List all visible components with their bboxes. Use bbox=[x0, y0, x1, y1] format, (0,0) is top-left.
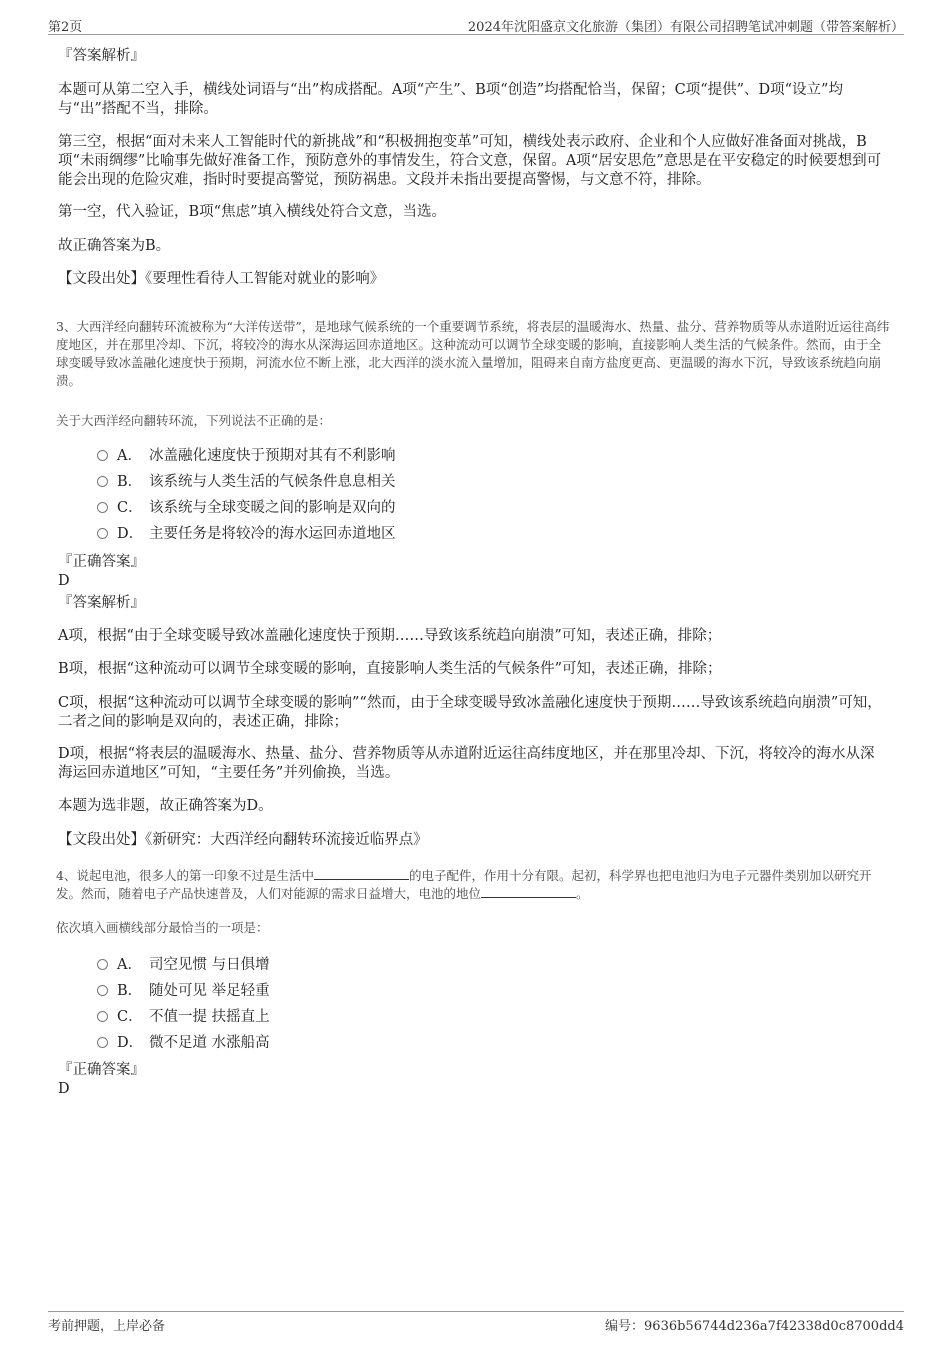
analysis-paragraph: 本题为选非题，故正确答案为D。 bbox=[58, 798, 273, 814]
radio-button[interactable] bbox=[97, 476, 108, 487]
source-citation: 【文段出处】《新研究：大西洋经向翻转环流接近临界点》 bbox=[58, 832, 428, 848]
fill-blank bbox=[314, 867, 409, 880]
answer-value: D bbox=[58, 573, 70, 589]
radio-button[interactable] bbox=[97, 1037, 108, 1048]
radio-button[interactable] bbox=[97, 985, 108, 996]
radio-button[interactable] bbox=[97, 1011, 108, 1022]
analysis-label: 『答案解析』 bbox=[58, 595, 145, 611]
option-letter: B． bbox=[117, 983, 143, 999]
option-b[interactable] bbox=[97, 981, 270, 1001]
analysis-paragraph: 故正确答案为B。 bbox=[58, 238, 171, 254]
option-letter: A． bbox=[117, 448, 142, 464]
option-text: 该系统与全球变暖之间的影响是双向的 bbox=[149, 500, 396, 516]
analysis-label: 『答案解析』 bbox=[58, 48, 145, 64]
document-code: 编号：9636b56744d236a7f42338d0c8700dd4 bbox=[605, 1319, 904, 1334]
footer-slogan: 考前押题，上岸必备 bbox=[48, 1319, 166, 1334]
page-header bbox=[48, 14, 904, 35]
option-letter: A． bbox=[117, 957, 142, 973]
analysis-paragraph: B项，根据“这种流动可以调节全球变暖的影响，直接影响人类生活的气候条件”可知，表述正确，排除； bbox=[58, 661, 722, 677]
option-a[interactable] bbox=[97, 446, 396, 466]
fill-blank bbox=[481, 885, 576, 898]
radio-button[interactable] bbox=[97, 959, 108, 970]
analysis-paragraph: A项，根据“由于全球变暖导致冰盖融化速度快于预期……导致该系统趋向崩溃”可知，表述正确，排除； bbox=[58, 628, 722, 644]
document-title: 2024年沈阳盛京文化旅游（集团）有限公司招聘笔试冲刺题（带答案解析） bbox=[467, 20, 904, 35]
question-stem: 3、大西洋经向翻转环流被称为“大洋传送带”，是地球气候系统的一个重要调节系统，将表层的温暖海水、热量、盐分、营养物质等从赤道附近运往高纬度地区，并在那里冷却、下沉，将较冷的海水从深海运回赤道地区。这种流动可以调节全球变暖的影响，直接影响人类生活的气候条件。然而，由于全球变暖导致冰盖融化速度快于预期，河流水位不断上涨，北大西洋的淡水流入量增加，阻碍来自南方盐度更高、更温暖的海水下沉，导致该系统趋向崩溃。 bbox=[56, 319, 890, 388]
radio-button[interactable] bbox=[97, 528, 108, 539]
analysis-paragraph: 第三空，根据“面对未来人工智能时代的新挑战”和“积极拥抱变革”可知，横线处表示政府、企业和个人应做好准备面对挑战，B项“未雨绸缪”比喻事先做好准备工作，预防意外的事情发生，符合文意，保留。A项“居安思危”意思是在平安稳定的时候要想到可能会出现的危险灾难，指时时要提高警觉，预防祸患。文段并未指出要提高警惕，与文意不符，排除。 bbox=[58, 134, 882, 188]
option-d[interactable] bbox=[97, 524, 396, 544]
option-letter: C． bbox=[117, 1009, 143, 1025]
page-footer bbox=[48, 1311, 904, 1334]
analysis-paragraph: C项，根据“这种流动可以调节全球变暖的影响”“然而，由于全球变暖导致冰盖融化速度快于预期……导致该系统趋向崩溃”可知，二者之间的影响是双向的，表述正确，排除； bbox=[58, 695, 882, 730]
analysis-paragraph: D项，根据“将表层的温暖海水、热量、盐分、营养物质等从赤道附近运往高纬度地区，并在那里冷却、下沉，将较冷的海水从深海运回赤道地区”可知，“主要任务”并列偷换，当选。 bbox=[58, 746, 875, 781]
source-citation: 【文段出处】《要理性看待人工智能对就业的影响》 bbox=[58, 271, 385, 287]
page-number: 第2页 bbox=[48, 20, 83, 35]
option-b[interactable] bbox=[97, 472, 396, 492]
option-c[interactable] bbox=[97, 498, 396, 518]
answer-value: D bbox=[58, 1081, 70, 1097]
option-text: 不值一提 扶摇直上 bbox=[149, 1009, 270, 1025]
option-letter: D． bbox=[117, 526, 144, 542]
option-letter: C． bbox=[117, 500, 143, 516]
question-prompt: 依次填入画横线部分最恰当的一项是： bbox=[56, 920, 269, 935]
analysis-paragraph: 第一空，代入验证，B项“焦虑”填入横线处符合文意，当选。 bbox=[58, 204, 446, 220]
option-text: 主要任务是将较冷的海水运回赤道地区 bbox=[149, 526, 396, 542]
answer-label: 『正确答案』 bbox=[58, 1062, 145, 1078]
question-stem: 4、说起电池，很多人的第一印象不过是生活中 的电子配件，作用十分有限。起初，科学界也把电池归为电子元器件类别加以研究开发。然而，随着电子产品快速普及，人们对能源的需求日益增大，电池的地位 。 bbox=[56, 868, 872, 901]
option-text: 随处可见 举足轻重 bbox=[149, 983, 270, 999]
option-text: 司空见惯 与日俱增 bbox=[149, 957, 270, 973]
option-letter: D． bbox=[117, 1035, 144, 1051]
answer-label: 『正确答案』 bbox=[58, 554, 145, 570]
option-letter: B． bbox=[117, 474, 143, 490]
analysis-paragraph: 本题可从第二空入手，横线处词语与“出”构成搭配。A项“产生”、B项“创造”均搭配恰当，保留；C项“提供”、D项“设立”均与“出”搭配不当，排除。 bbox=[58, 82, 843, 117]
option-text: 该系统与人类生活的气候条件息息相关 bbox=[149, 474, 396, 490]
option-text: 微不足道 水涨船高 bbox=[149, 1035, 270, 1051]
radio-button[interactable] bbox=[97, 450, 108, 461]
option-text: 冰盖融化速度快于预期对其有不利影响 bbox=[149, 448, 396, 464]
radio-button[interactable] bbox=[97, 502, 108, 513]
option-d[interactable] bbox=[97, 1033, 270, 1053]
option-c[interactable] bbox=[97, 1007, 270, 1027]
option-a[interactable] bbox=[97, 955, 270, 975]
question-prompt: 关于大西洋经向翻转环流，下列说法不正确的是： bbox=[56, 413, 332, 428]
